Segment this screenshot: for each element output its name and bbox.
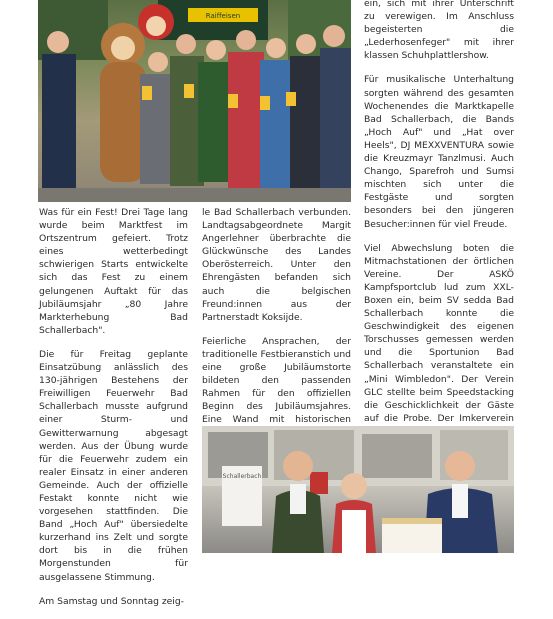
sign-text: Schallerbach (222, 473, 262, 480)
article-column-1 (39, 206, 188, 619)
article-column-2 (202, 206, 351, 451)
paragraph: Viel Abwechslung boten die Mitmachstationen der örtlichen Vereine. Der ASKÖ Kampfsportclub lud zum XXL-Boxen ein, beim SV sedda Bad Schallerbach konnte die Geschwindigkeit des eigenen Torschusses gemessen werden und die Sportunion Bad Schallerbach veranstaltete ein „Mini Wimbledon". Der Verein GLC stellte beim Speedstacking die Geschicklichkeit der Gäste auf die Probe. Der Imkerverein (364, 242, 514, 424)
paragraph: Was für ein Fest! Drei Tage lang wurde beim Marktfest im Ortszentrum gefeiert. Trotz eines wetterbedingt schwierigen Starts entwickelte sich das Fest zu einem gelungenen Auftakt für das Jubiläumsjahr „80 Jahre Markterhebung Bad Schallerbach". (39, 207, 188, 336)
paragraph: Feierliche Ansprachen, der traditionelle Festbieranstich und eine große Jubiläumstorte bildeten den passenden Rahmen für den offiziellen Beginn des Jubiläumsjahres. Eine Wand mit historischen (202, 335, 351, 426)
group-photo (38, 0, 351, 202)
paragraph: Am Samstag und Sonntag zeig- (39, 595, 184, 607)
coat-of-arms (310, 472, 328, 494)
cake-photo-illustration (202, 426, 514, 553)
paragraph: Für musikalische Unterhaltung sorgten während des gesamten Wochenendes die Marktkapelle Bad Schallerbach, die Bands „Hoch Auf" und „Hat over Heels", DJ MEXXVENTURA sowie die Kreuzmayr Tanzlmusi. Auch Chango, Sparefroh und Sumsi mischten sich unter die Festgäste und sorgten besonders bei den jüngeren Besucher:innen für viel Freude. (364, 74, 514, 230)
paragraph: le Bad Schallerbach verbunden. Landtagsabgeordnete Margit Angerlehner überbrachte die Glückwünsche des Landes Oberösterreich. Unter den Ehrengästen befanden sich auch die belgischen Freund:innen aus der Partnerstadt Koksijde. (202, 207, 351, 323)
paragraph: Die für Freitag geplante Einsatzübung anlässlich des 130-jährigen Bestehens der Freiwilligen Feuerwehr Bad Schallerbach musste aufgrund einer Sturm- und Gewitterwarnung abgesagt werden. Aus der Übung wurde für die Feuerwehr zudem ein realer Einsatz in einer anderen Gemeinde. Auch der offizielle Festakt konnte nicht wie vorgesehen stattfinden. Die Band „Hoch Auf" übersiedelte kurzerhand ins Zelt und sorgte dort bis in die frühen Morgenstunden für ausgelassene Stimmung. (39, 348, 188, 583)
paragraph: ein, sich mit ihrer Unterschrift zu verewigen. Im Anschluss begeisterten die „Lederhosenfeger" mit ihrer klassen Schuhplattlershow. (364, 0, 514, 62)
article-column-3 (364, 0, 514, 449)
banner-text: Raiffeisen (205, 12, 241, 20)
anniversary-cake-photo (202, 426, 514, 553)
group-photo-illustration (38, 0, 351, 202)
